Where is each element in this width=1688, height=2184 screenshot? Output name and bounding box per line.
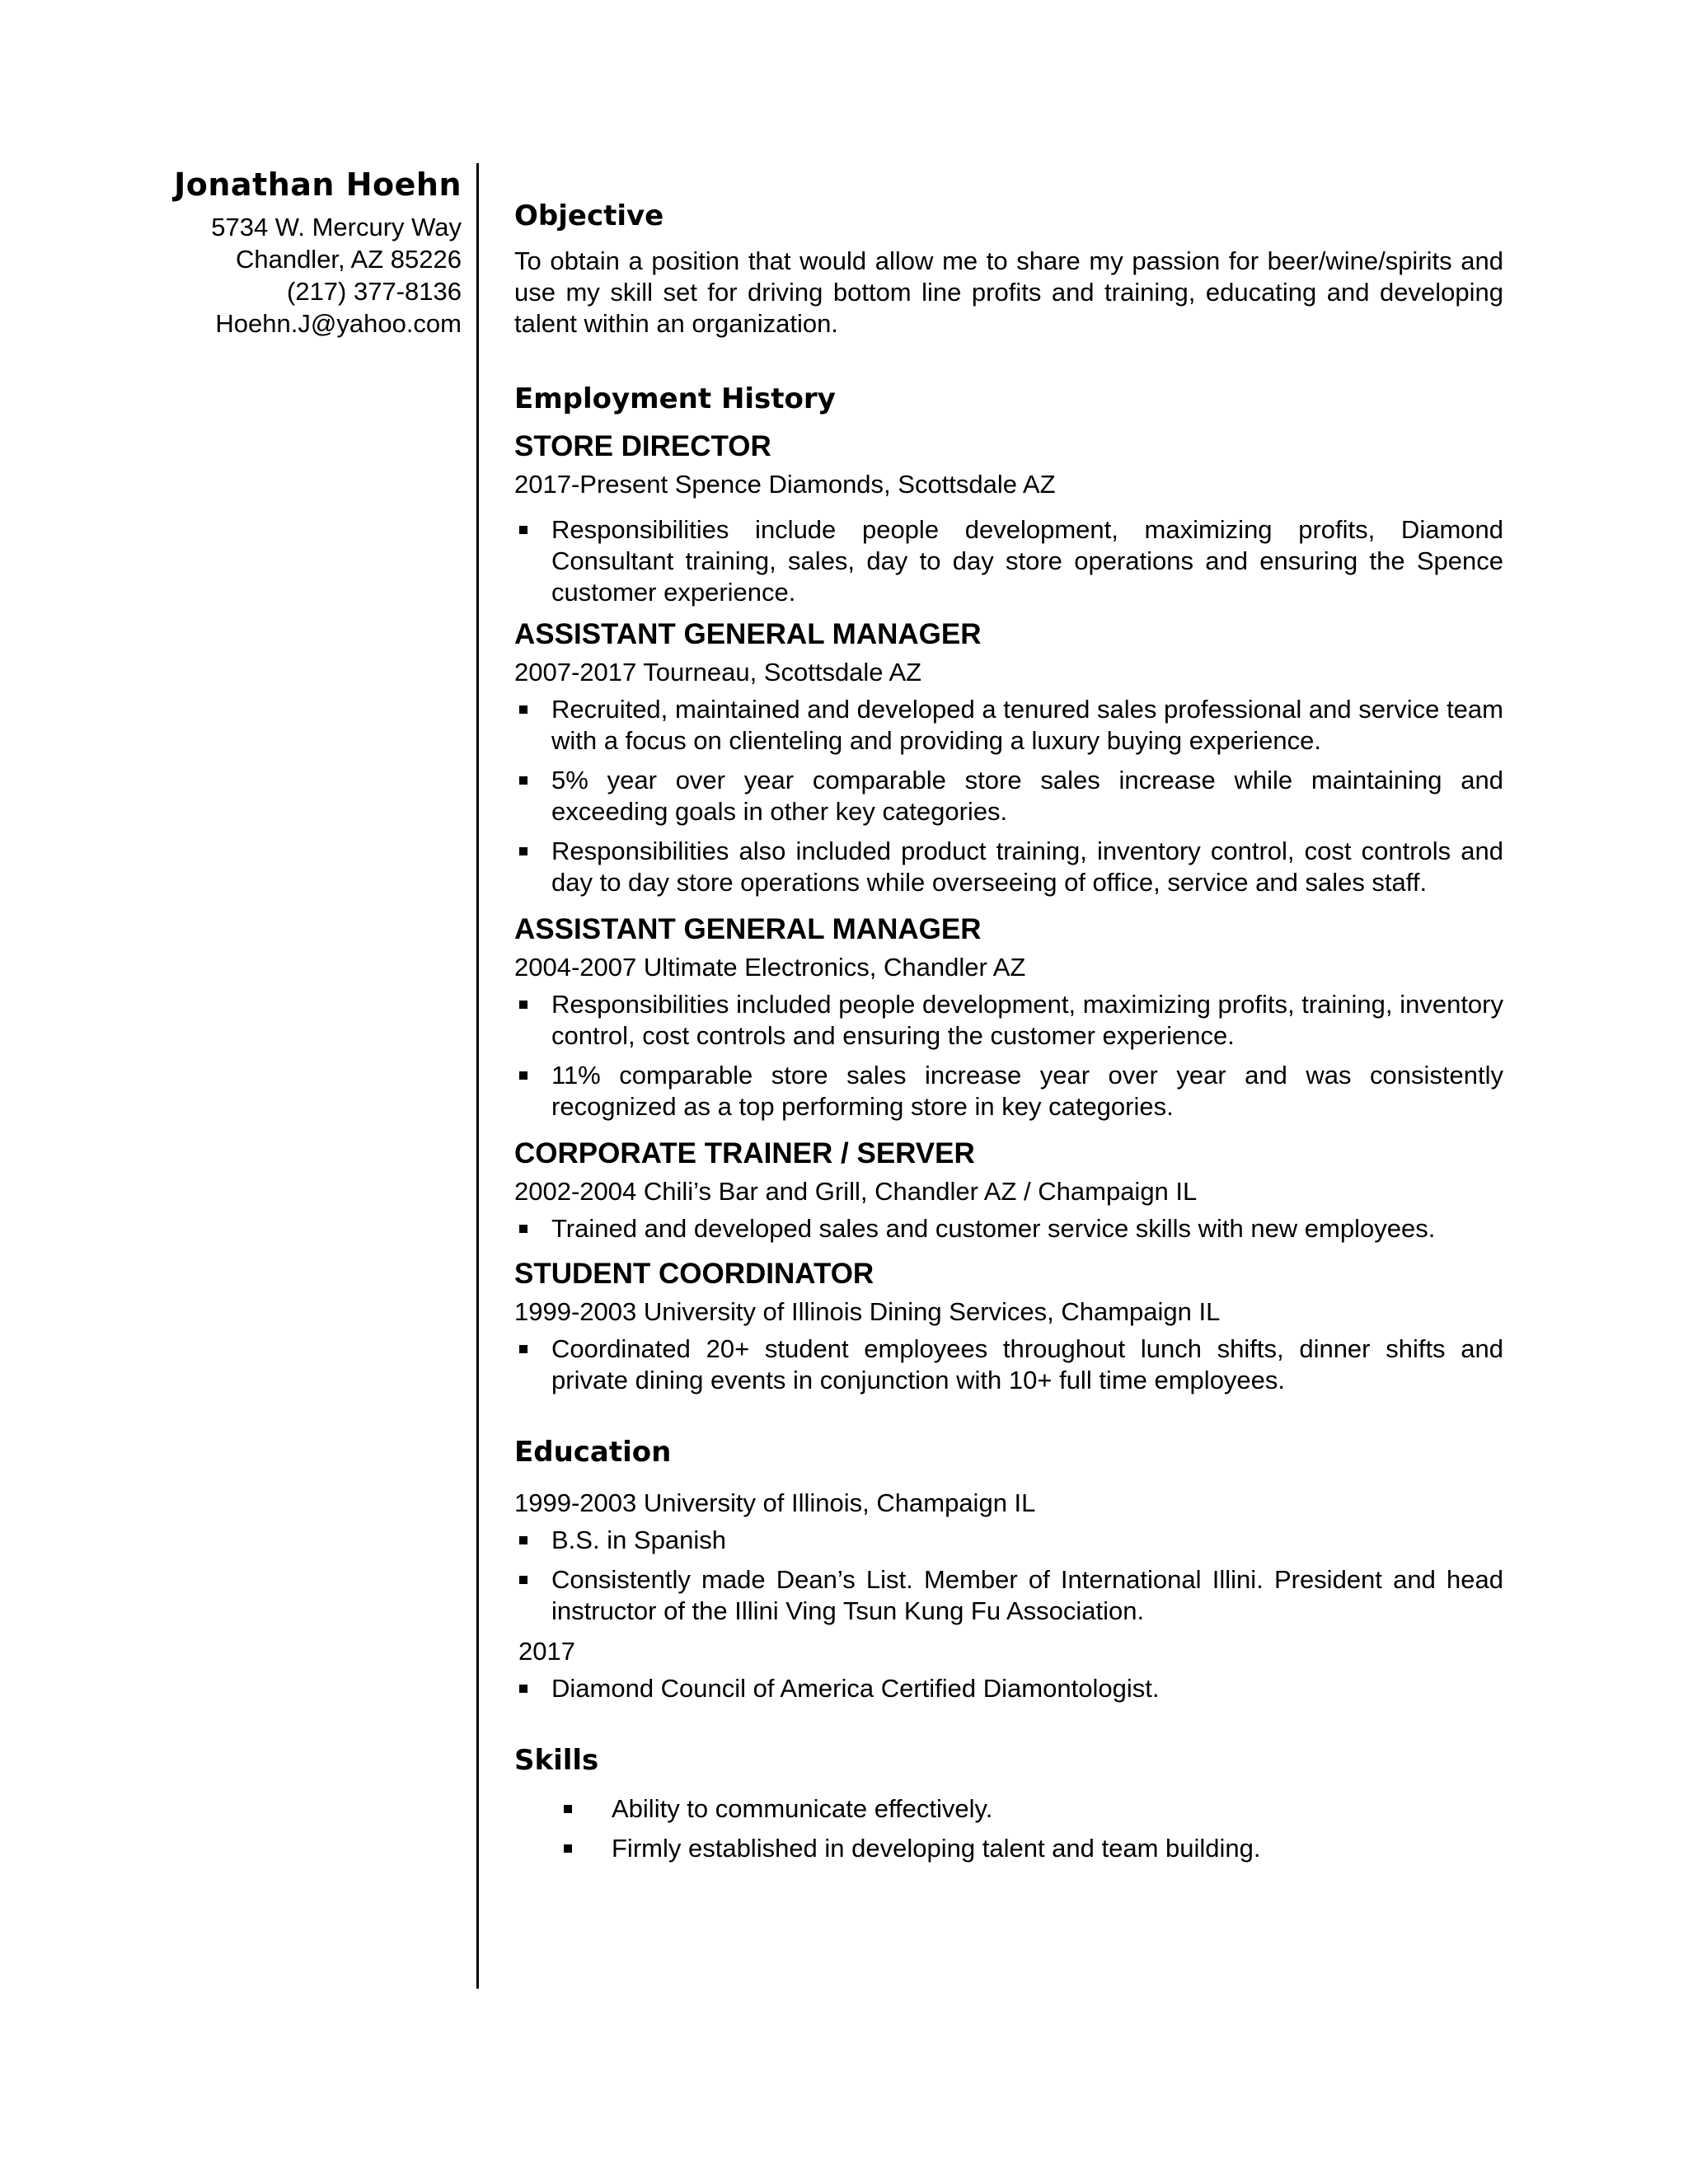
job-title: ASSISTANT GENERAL MANAGER <box>514 618 982 650</box>
list-item <box>514 1525 1503 1556</box>
phone-number: (217) 377-8136 <box>287 277 462 306</box>
skill-text: Ability to communicate effectively. <box>612 1794 993 1823</box>
bullet-text: Coordinated 20+ student employees throughout lunch shifts, dinner shifts and private dining events in conjunction with 10+ full time employees. <box>551 1334 1503 1394</box>
square-bullet-icon <box>519 1001 528 1009</box>
job-entry <box>514 616 1503 898</box>
address-line-1: 5734 W. Mercury Way <box>211 213 462 241</box>
bullet-text: Responsibilities included people development, maximizing profits, training, inventory control, cost controls and ensuring the customer experience. <box>551 990 1503 1050</box>
square-bullet-icon <box>519 1071 528 1080</box>
square-bullet-icon <box>519 526 528 534</box>
job-entry <box>514 912 1503 1122</box>
square-bullet-icon <box>519 776 528 785</box>
square-bullet-icon <box>564 1805 572 1813</box>
employment-section <box>514 381 1503 1396</box>
education-bullets <box>514 1673 1503 1704</box>
job-title: CORPORATE TRAINER / SERVER <box>514 1137 975 1169</box>
job-bullets <box>514 989 1503 1122</box>
bullet-text: Consistently made Dean’s List. Member of International Illini. President and head instructor of the Illini Ving Tsun Kung Fu Association. <box>551 1565 1503 1625</box>
bullet-text: Responsibilities include people development, maximizing profits, Diamond Consultant training, sales, day to day store operations and ensuring the Spence customer experience. <box>551 515 1503 607</box>
candidate-name: Jonathan Hoehn <box>174 166 462 203</box>
list-item <box>514 1673 1503 1704</box>
education-meta: 1999-2003 University of Illinois, Champaign IL <box>514 1488 1036 1517</box>
bullet-text: 5% year over year comparable store sales increase while maintaining and exceeding goals in other key categories. <box>551 766 1503 826</box>
job-bullets <box>514 514 1503 608</box>
job-entry <box>514 1136 1503 1244</box>
list-item <box>514 989 1503 1052</box>
square-bullet-icon <box>519 1685 528 1693</box>
bullet-text: Responsibilities also included product training, inventory control, cost controls and day to day store operations while overseeing of office, service and sales staff. <box>551 837 1503 897</box>
job-meta: 2002-2004 Chili’s Bar and Grill, Chandler AZ / Champaign IL <box>514 1177 1198 1206</box>
objective-text: To obtain a position that would allow me to share my passion for beer/wine/spirits and use my skill set for driving bottom line profits and training, educating and developing talent within an organization. <box>514 246 1503 338</box>
contact-block <box>124 165 462 340</box>
skills-heading: Skills <box>514 1744 599 1777</box>
square-bullet-icon <box>519 1576 528 1584</box>
job-bullets <box>514 1333 1503 1396</box>
email-address: Hoehn.J@yahoo.com <box>215 309 462 338</box>
bullet-text: Trained and developed sales and customer service skills with new employees. <box>551 1214 1436 1243</box>
job-title: STUDENT COORDINATOR <box>514 1258 874 1290</box>
list-item <box>514 1833 1503 1864</box>
square-bullet-icon <box>519 847 528 855</box>
list-item <box>514 1213 1503 1244</box>
bullet-text: Diamond Council of America Certified Diamontologist. <box>551 1674 1160 1703</box>
list-item <box>514 1793 1503 1825</box>
skills-section <box>514 1742 1503 1864</box>
list-item <box>514 694 1503 757</box>
resume-main <box>514 198 1503 1872</box>
job-meta: 2004-2007 Ultimate Electronics, Chandler AZ <box>514 953 1026 982</box>
list-item <box>514 1564 1503 1627</box>
job-bullets <box>514 1213 1503 1244</box>
square-bullet-icon <box>519 705 528 714</box>
bullet-text: B.S. in Spanish <box>551 1526 726 1554</box>
square-bullet-icon <box>519 1225 528 1233</box>
job-bullets <box>514 694 1503 898</box>
education-heading: Education <box>514 1436 672 1469</box>
education-bullets <box>514 1525 1503 1627</box>
list-item <box>514 514 1503 608</box>
job-meta: 2017-Present Spence Diamonds, Scottsdale AZ <box>514 470 1056 499</box>
list-item <box>514 836 1503 898</box>
skills-list <box>514 1793 1503 1864</box>
address-line-2: Chandler, AZ 85226 <box>235 245 462 274</box>
vertical-divider <box>476 163 479 1989</box>
bullet-text: 11% comparable store sales increase year over year and was consistently recognized as a top performing store in key categories. <box>551 1061 1503 1121</box>
job-meta: 2007-2017 Tourneau, Scottsdale AZ <box>514 658 922 687</box>
objective-heading: Objective <box>514 199 664 232</box>
square-bullet-icon <box>519 1536 528 1544</box>
job-title: ASSISTANT GENERAL MANAGER <box>514 913 982 945</box>
list-item <box>514 1333 1503 1396</box>
job-meta: 1999-2003 University of Illinois Dining Services, Champaign IL <box>514 1297 1221 1326</box>
skill-text: Firmly established in developing talent and team building. <box>612 1834 1261 1863</box>
objective-section <box>514 198 1503 340</box>
job-entry <box>514 429 1503 608</box>
job-entry <box>514 1256 1503 1396</box>
job-title: STORE DIRECTOR <box>514 430 771 462</box>
education-section <box>514 1434 1503 1704</box>
list-item <box>514 765 1503 827</box>
education-meta: 2017 <box>518 1637 575 1666</box>
bullet-text: Recruited, maintained and developed a tenured sales professional and service team with a focus on clienteling and providing a luxury buying experience. <box>551 695 1503 755</box>
list-item <box>514 1060 1503 1122</box>
employment-heading: Employment History <box>514 382 836 415</box>
square-bullet-icon <box>519 1345 528 1353</box>
square-bullet-icon <box>564 1844 572 1853</box>
